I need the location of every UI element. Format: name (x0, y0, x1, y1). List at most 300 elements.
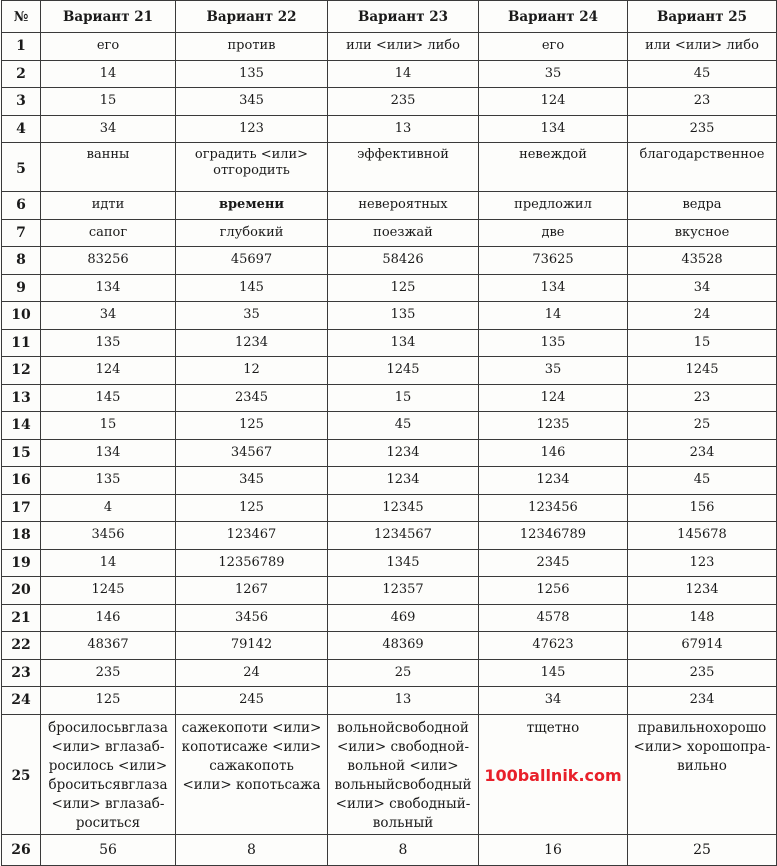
answer-text: 1234 (386, 444, 420, 460)
answer-text: вольнойсвободной <или> свободной- вольной <или> вольныйсвободный <или> свободный- вольный (334, 719, 472, 831)
table-row (2, 33, 777, 61)
answer-text: 1267 (234, 582, 269, 598)
answer-text: 125 (95, 692, 121, 708)
answer-text: ванны (86, 147, 130, 162)
answer-cell (628, 714, 777, 834)
answer-cell (479, 302, 628, 330)
task-number: 5 (2, 143, 41, 192)
answer-cell (176, 357, 328, 385)
answer-text: или <или> либо (346, 38, 460, 54)
answer-cell (176, 60, 328, 88)
table-row (2, 274, 777, 302)
answer-text: 4578 (536, 609, 570, 625)
answer-text: 48369 (382, 637, 424, 653)
answer-text: 145 (239, 279, 264, 295)
task-number: 13 (2, 384, 41, 412)
answer-text: 83256 (87, 252, 129, 268)
answer-text: 125 (239, 417, 264, 433)
answer-text: 124 (540, 93, 566, 109)
answer-text: 23 (693, 389, 711, 405)
answer-cell (328, 632, 479, 660)
answer-cell (479, 522, 628, 550)
task-number: 14 (2, 412, 41, 440)
answer-text: бросилосьвглаза <или> вглазаб- росилось <или> броситьсявглаза <или> вглазаб- роситься (48, 719, 168, 831)
table-row (2, 302, 777, 330)
answer-cell (628, 143, 777, 192)
answer-cell (176, 302, 328, 330)
answer-text: 135 (95, 472, 121, 488)
answer-text: идти (91, 197, 125, 213)
answer-cell (328, 384, 479, 412)
task-number: 1 (2, 33, 41, 61)
answer-cell (41, 115, 176, 143)
answer-text: 47623 (532, 637, 574, 653)
answer-text: 23 (693, 93, 711, 109)
task-number: 20 (2, 577, 41, 605)
answer-text: невеждой (519, 147, 587, 162)
answer-text: сажекопоти <или> копотисаже <или> сажакопоть <или> копотьсажа (181, 719, 322, 793)
table-row (2, 467, 777, 495)
answer-cell (41, 88, 176, 116)
table-row (2, 60, 777, 88)
answer-text: 146 (540, 444, 566, 460)
answer-cell (176, 143, 328, 192)
answer-cell (479, 60, 628, 88)
table-row (2, 357, 777, 385)
answer-cell (479, 604, 628, 632)
answer-cell (479, 88, 628, 116)
answer-cell (41, 143, 176, 192)
answer-cell (628, 219, 777, 247)
table-row (2, 714, 777, 834)
answer-cell (176, 632, 328, 660)
answer-cell (328, 115, 479, 143)
answer-cell (479, 219, 628, 247)
answer-cell (479, 549, 628, 577)
table-row (2, 143, 777, 192)
answer-text: 15 (99, 417, 117, 433)
answer-cell (628, 494, 777, 522)
answer-text: 134 (390, 334, 416, 350)
answer-cell (176, 714, 328, 834)
answer-text: 56 (99, 841, 117, 858)
answer-cell (176, 604, 328, 632)
answer-cell (176, 522, 328, 550)
answer-cell (328, 357, 479, 385)
table-row (2, 384, 777, 412)
task-number: 9 (2, 274, 41, 302)
task-number: 7 (2, 219, 41, 247)
answer-cell (479, 494, 628, 522)
answer-cell (328, 192, 479, 220)
answer-cell (176, 274, 328, 302)
answer-text: 8 (398, 841, 408, 858)
answer-cell (176, 549, 328, 577)
answer-text: 34 (693, 279, 711, 295)
answer-text: 234 (689, 692, 715, 708)
answer-text: 35 (544, 65, 562, 81)
answer-text: 45 (394, 417, 412, 433)
answer-text: 134 (540, 120, 566, 136)
answer-text: 1245 (685, 362, 719, 378)
answer-text: 12356789 (218, 554, 285, 570)
watermark: 100ballnik.com (484, 765, 622, 785)
table-row (2, 88, 777, 116)
answer-cell (628, 467, 777, 495)
answer-text: 145 (95, 389, 121, 405)
answer-cell (479, 412, 628, 440)
answer-text: 235 (390, 93, 416, 109)
answer-cell (176, 659, 328, 687)
answer-cell (328, 274, 479, 302)
answer-cell (41, 687, 176, 715)
answer-text: 12357 (382, 582, 424, 598)
answer-cell (41, 549, 176, 577)
answer-text: 135 (540, 334, 566, 350)
answer-cell (41, 577, 176, 605)
answer-cell (328, 522, 479, 550)
answer-text: 145 (540, 664, 566, 680)
answer-text: 14 (394, 65, 412, 81)
table-row (2, 494, 777, 522)
answer-text: 48367 (87, 637, 129, 653)
table-row (2, 439, 777, 467)
answer-cell (176, 494, 328, 522)
answer-cell (328, 687, 479, 715)
answer-cell (41, 33, 176, 61)
answer-cell (176, 88, 328, 116)
task-number: 18 (2, 522, 41, 550)
answer-cell (628, 834, 777, 865)
answer-text: эффективной (357, 147, 449, 162)
answers-table (1, 0, 777, 866)
task-number: 21 (2, 604, 41, 632)
answer-cell (479, 143, 628, 192)
answer-cell (479, 357, 628, 385)
answer-cell (479, 384, 628, 412)
answer-cell (479, 192, 628, 220)
answer-cell (628, 687, 777, 715)
answer-cell (328, 88, 479, 116)
task-number: 2 (2, 60, 41, 88)
answer-cell (41, 467, 176, 495)
answer-cell (41, 384, 176, 412)
answer-text: 34567 (230, 444, 273, 460)
table-row (2, 549, 777, 577)
answer-text: 245 (239, 692, 264, 708)
answer-cell (176, 219, 328, 247)
answer-text: 34 (544, 692, 562, 708)
answer-cell (176, 329, 328, 357)
answer-text: его (96, 38, 120, 54)
answer-cell (628, 384, 777, 412)
answer-text: 123 (689, 554, 715, 570)
answer-text: ведра (682, 197, 722, 213)
answer-cell (41, 834, 176, 865)
task-number: 19 (2, 549, 41, 577)
answer-cell (628, 329, 777, 357)
answer-cell (479, 467, 628, 495)
answer-cell (479, 834, 628, 865)
answer-text: вкусное (674, 224, 730, 240)
answer-cell (328, 439, 479, 467)
answer-cell (41, 522, 176, 550)
table-row (2, 834, 777, 865)
table-row (2, 522, 777, 550)
answer-text: 35 (243, 307, 260, 323)
task-number: 11 (2, 329, 41, 357)
answer-text: 123456 (528, 499, 578, 515)
answer-text: 67914 (681, 637, 723, 653)
answer-text: 73625 (532, 252, 574, 268)
answer-cell (41, 632, 176, 660)
answer-text: 234 (689, 444, 715, 460)
answer-cell (479, 115, 628, 143)
answer-text: 3456 (91, 527, 125, 543)
answer-text: 15 (394, 389, 412, 405)
answer-text: 2345 (536, 554, 570, 570)
table-row (2, 604, 777, 632)
answer-text: 13 (394, 692, 412, 708)
answer-cell (328, 549, 479, 577)
answer-text: 235 (95, 664, 121, 680)
answer-text: 14 (99, 65, 117, 81)
answer-cell (628, 192, 777, 220)
answer-cell (41, 247, 176, 275)
header-row (2, 1, 777, 33)
answer-cell (479, 632, 628, 660)
answer-cell (176, 687, 328, 715)
answer-cell (628, 302, 777, 330)
answer-cell (479, 577, 628, 605)
answer-text: 58426 (382, 252, 424, 268)
answer-text: тщетно (526, 719, 580, 736)
answer-cell (328, 219, 479, 247)
answer-text: поезжай (373, 224, 433, 240)
answer-text: 134 (95, 444, 121, 460)
answer-cell (41, 274, 176, 302)
answer-text: 123 (239, 120, 264, 136)
answer-text: оградить <или> отгородить (194, 147, 309, 178)
answer-cell (628, 604, 777, 632)
answer-text: 79142 (230, 637, 273, 653)
table-row (2, 115, 777, 143)
answer-cell (328, 329, 479, 357)
table-row (2, 632, 777, 660)
table-row (2, 247, 777, 275)
table-row (2, 577, 777, 605)
answer-cell (176, 577, 328, 605)
answer-text: 1245 (386, 362, 420, 378)
answer-text: предложил (514, 197, 592, 213)
answer-cell (479, 329, 628, 357)
task-number: 25 (2, 714, 41, 834)
answer-cell (479, 33, 628, 61)
answer-cell (479, 659, 628, 687)
answer-text: времени (218, 197, 285, 213)
answer-text: 345 (239, 93, 264, 109)
header-variant-24: Вариант 24 (479, 1, 628, 33)
answer-cell (628, 33, 777, 61)
answer-text: 124 (540, 389, 566, 405)
answer-text: 15 (99, 93, 117, 109)
answer-text: 14 (544, 307, 562, 323)
task-number: 12 (2, 357, 41, 385)
task-number: 8 (2, 247, 41, 275)
answer-cell (628, 522, 777, 550)
answer-text: глубокий (219, 224, 284, 240)
answer-text: 3456 (234, 609, 269, 625)
answer-text: 4 (103, 499, 113, 515)
answer-text: 45 (693, 472, 711, 488)
answer-cell (176, 412, 328, 440)
answer-text: 8 (247, 841, 256, 858)
task-number: 3 (2, 88, 41, 116)
task-number: 10 (2, 302, 41, 330)
answer-cell (328, 33, 479, 61)
answer-text: 1256 (536, 582, 570, 598)
answer-text: 13 (394, 120, 412, 136)
answer-text: 135 (239, 65, 264, 81)
answer-cell (328, 494, 479, 522)
answer-cell (176, 384, 328, 412)
answer-cell (176, 115, 328, 143)
task-number: 4 (2, 115, 41, 143)
answer-text: 34 (99, 307, 117, 323)
answer-cell (328, 659, 479, 687)
answer-cell (628, 115, 777, 143)
answer-text: 15 (693, 334, 711, 350)
answer-text: 135 (390, 307, 416, 323)
answer-cell (328, 302, 479, 330)
answer-text: 125 (390, 279, 416, 295)
answer-cell (328, 412, 479, 440)
answer-cell (328, 577, 479, 605)
table-row (2, 412, 777, 440)
answer-text: 43528 (681, 252, 723, 268)
answer-cell (176, 439, 328, 467)
task-number: 22 (2, 632, 41, 660)
header-variant-23: Вариант 23 (328, 1, 479, 33)
answer-cell (479, 247, 628, 275)
answer-cell (41, 412, 176, 440)
answer-text: 45 (693, 65, 711, 81)
answer-cell (328, 143, 479, 192)
answer-text: 134 (95, 279, 121, 295)
answer-cell (176, 192, 328, 220)
answer-cell (41, 494, 176, 522)
answer-cell (41, 192, 176, 220)
answer-text: 45697 (230, 252, 273, 268)
answer-cell (176, 33, 328, 61)
answer-text: 135 (95, 334, 121, 350)
answer-cell (41, 329, 176, 357)
answer-text: 25 (693, 841, 711, 858)
answer-cell (328, 247, 479, 275)
answer-cell (41, 357, 176, 385)
answer-text: 2345 (234, 389, 269, 405)
answer-cell (628, 659, 777, 687)
answer-text: 12 (243, 362, 260, 378)
answer-text: благодарственное (639, 147, 765, 162)
answer-cell (628, 412, 777, 440)
answer-text: 12345 (382, 499, 424, 515)
table-row (2, 329, 777, 357)
answer-cell (328, 467, 479, 495)
answer-cell (176, 247, 328, 275)
answer-text: 34 (99, 120, 117, 136)
answer-text: 25 (394, 664, 412, 680)
answer-cell (628, 247, 777, 275)
answer-cell (41, 60, 176, 88)
answer-cell (176, 834, 328, 865)
answer-text: невероятных (358, 197, 448, 213)
answer-cell (328, 834, 479, 865)
answer-text: 156 (689, 499, 715, 515)
task-number: 6 (2, 192, 41, 220)
answer-text: 235 (689, 120, 715, 136)
answer-text: 235 (689, 664, 715, 680)
answer-text: 24 (693, 307, 711, 323)
task-number: 24 (2, 687, 41, 715)
table-row (2, 192, 777, 220)
answer-text: 123467 (226, 527, 277, 543)
answer-text: 1235 (536, 417, 570, 433)
answer-cell (628, 274, 777, 302)
answer-cell (328, 604, 479, 632)
answer-text: сапог (88, 224, 128, 240)
answer-cell (628, 439, 777, 467)
answer-cell (479, 687, 628, 715)
answer-text: 1234 (685, 582, 719, 598)
answer-text: 1234 (536, 472, 570, 488)
answer-cell (41, 439, 176, 467)
answer-text: правильнохорошо <или> хорошопра- вильно (633, 719, 771, 774)
answer-text: 35 (544, 362, 562, 378)
header-variant-25: Вариант 25 (628, 1, 777, 33)
header-variant-22: Вариант 22 (176, 1, 328, 33)
answer-cell (479, 714, 628, 834)
answer-text: 146 (95, 609, 121, 625)
table-row (2, 219, 777, 247)
answer-cell (41, 659, 176, 687)
answer-text: 469 (390, 609, 416, 625)
answer-cell (41, 604, 176, 632)
answer-cell (41, 302, 176, 330)
answer-cell (628, 60, 777, 88)
answer-cell (176, 467, 328, 495)
answer-text: 1245 (91, 582, 125, 598)
answer-cell (628, 549, 777, 577)
task-number: 26 (2, 834, 41, 865)
answer-text: 124 (95, 362, 121, 378)
task-number: 15 (2, 439, 41, 467)
answer-cell (479, 439, 628, 467)
answer-cell (479, 274, 628, 302)
answer-cell (41, 714, 176, 834)
answer-text: 1234 (386, 472, 420, 488)
answer-text: 148 (689, 609, 715, 625)
answer-text: 14 (99, 554, 117, 570)
answer-cell (628, 357, 777, 385)
answer-text: 1234 (234, 334, 269, 350)
answer-text: против (227, 38, 276, 54)
answer-text: 125 (239, 499, 264, 515)
answer-text: 134 (540, 279, 566, 295)
answer-text: 145678 (677, 527, 727, 543)
answer-cell (328, 60, 479, 88)
answer-text: 24 (243, 664, 260, 680)
